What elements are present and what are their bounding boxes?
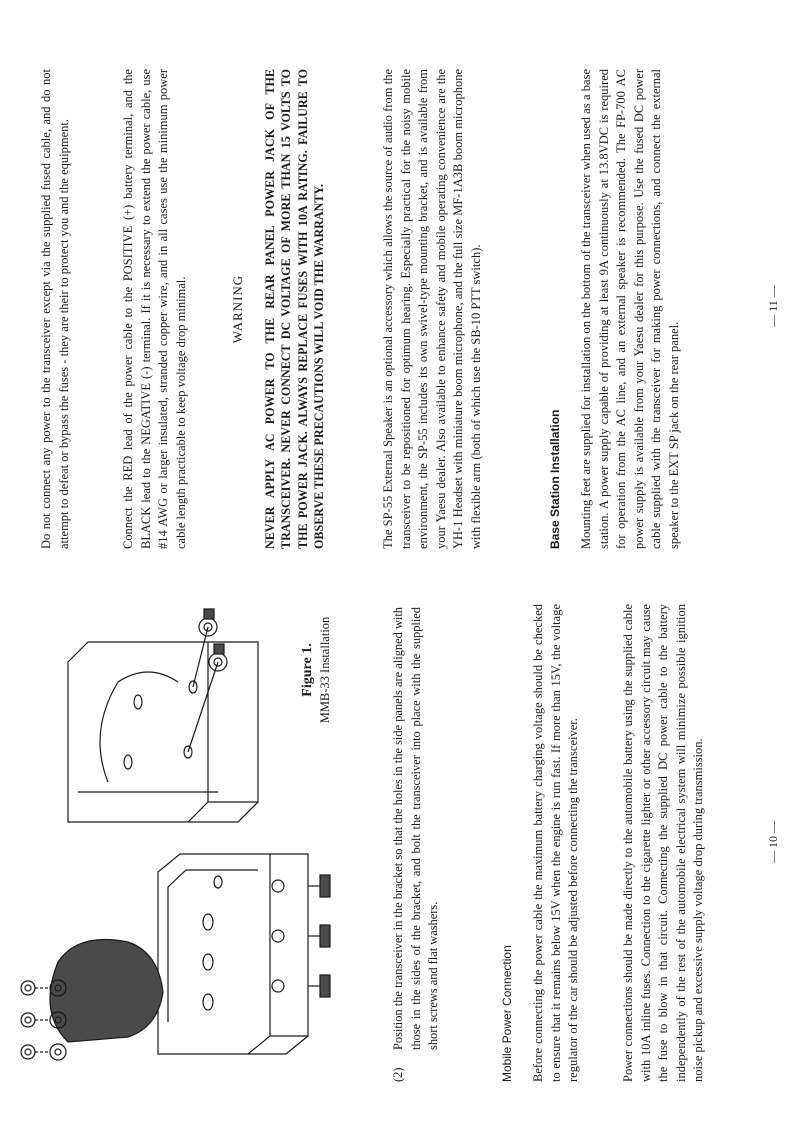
paragraph-sp55-speaker: The SP-55 External Speaker is an optional accessory which allows the source of audio from the transceiver to be repositioned for optimum hearing. Especially practical for the noisy mobile environment, the SP-55 includes its own swivel-type mounting bracket, and is available from your Yaesu dealer. Also available to enhance safety and mobile operating convenience are the YH-1 Headset with miniature boom microphone, and the full size MF-1A3B boom microphone with flexible arm (both of which use the SB-10 PTT switch). [381, 69, 483, 549]
paragraph-charging-voltage: Before connecting the power cable the maximum battery charging voltage should be checked to ensure that it remains below 15V when the engine is run fast. If more than 15V, the voltage regulator of the car should be adjusted before connecting the transceiver. [531, 604, 580, 1082]
list-item-number: (2) [391, 1067, 405, 1082]
section-heading-base-station: Base Station Installation [548, 409, 562, 549]
figure-title: Figure 1. [300, 643, 315, 697]
section-heading-mobile-power: Mobile Power Connection [500, 945, 514, 1082]
warning-text: NEVER APPLY AC POWER TO THE REAR PANEL POWER JACK OF THE TRANSCEIVER. NEVER CONNECT DC VOLTAGE OF MORE THAN 15 VOLTS TO THE POWER JACK. ALWAYS REPLACE FUSES WITH 10A RATING. FAILURE TO OBSERVE THESE PRECAUTIONS WILL VOID THE WARRANTY. [263, 69, 327, 549]
figure-caption [300, 590, 333, 750]
paragraph-power-connections: Power connections should be made directly to the automobile battery using the supplied cable with 10A inline fuses. Connection to the cigarette lighter or other accessory circuit may cause the fuse to blow in that circuit. Connecting the supplied DC power cable to the battery independently of the rest of the automobile electrical system will minimize possible ignition noise pickup and excessive supply voltage drop during transmission. [621, 604, 705, 1082]
warning-title: WARNING [230, 274, 245, 344]
installation-step-2 [390, 607, 490, 1082]
page-number-left: — 10 — [766, 821, 780, 863]
paragraph-mounting-feet: Mounting feet are supplied for installation on the bottom of the transceiver when used as a base station. A power supply capable of providing at least 9A continuously at 13.8VDC is required for operation from the AC line, and an external speaker is recommended. The FP-700 AC power supply is available from your Yaesu dealer for this purpose. Use the fused DC power cable supplied with the transceiver for making power connections, and connect the external speaker to the EXT SP jack on the rear panel. [579, 69, 681, 549]
paragraph-fused-cable: Do not connect any power to the transceiver except via the supplied fused cable, and do not attempt to defeat or bypass the fuses - they are their to protect you and the equipment. [39, 69, 71, 549]
page-number-right: — 11 — [766, 285, 780, 327]
paragraph-battery-leads: Connect the RED lead of the power cable to the POSITIVE (+) battery terminal, and the BLACK lead to the NEGATIVE (-) terminal. If it is necessary to extend the power cable, use #14 AWG or larger insulated, stranded copper wire, and in all cases use the minimum power cable length practicable to keep voltage drop minimal. [121, 69, 188, 549]
bracket-assembled-view [68, 609, 258, 822]
mounting-bracket-illustration [8, 592, 343, 1082]
bracket-exploded-view [21, 854, 330, 1060]
figure-subtitle: MMB-33 Installation [318, 616, 332, 724]
list-item-text: Position the transceiver in the bracket so that the holes in the side panels are aligned with those in the sides of the bracket, and bolt the transceiver into place with the supplied short screws and flat washers. [391, 607, 440, 1050]
left-page [0, 561, 793, 1122]
